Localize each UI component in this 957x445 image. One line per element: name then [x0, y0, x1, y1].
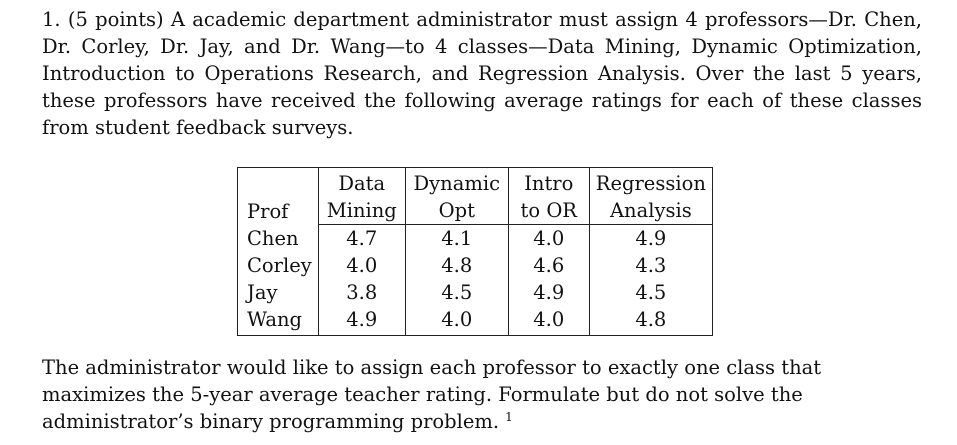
- problem-statement: [42, 6, 922, 141]
- table-header-row-top: [238, 168, 713, 198]
- cell-intro-or: 4.0: [508, 306, 589, 336]
- header-dynamic-opt-line2: Opt: [405, 197, 508, 225]
- cell-prof: Jay: [238, 279, 319, 306]
- cell-data-mining: 3.8: [318, 279, 405, 306]
- header-prof: Prof: [238, 168, 319, 225]
- ratings-table: [237, 167, 713, 336]
- cell-regression: 4.8: [589, 306, 712, 336]
- header-regression-line1: Regression: [589, 168, 712, 198]
- footnote-marker: 1: [505, 409, 513, 424]
- cell-data-mining: 4.9: [318, 306, 405, 336]
- cell-dynamic-opt: 4.0: [405, 306, 508, 336]
- header-dynamic-opt-line1: Dynamic: [405, 168, 508, 198]
- cell-prof: Wang: [238, 306, 319, 336]
- problem-closing-text: The administrator would like to assign each professor to exactly one class that maximizes the 5-year average teacher rating. Formulate but do not solve the administrator’s binary programming problem.: [42, 356, 822, 433]
- cell-dynamic-opt: 4.1: [405, 225, 508, 253]
- cell-intro-or: 4.0: [508, 225, 589, 253]
- cell-intro-or: 4.9: [508, 279, 589, 306]
- cell-intro-or: 4.6: [508, 252, 589, 279]
- table-row: [238, 225, 713, 253]
- header-intro-or-line2: to OR: [508, 197, 589, 225]
- table-row: [238, 252, 713, 279]
- cell-dynamic-opt: 4.8: [405, 252, 508, 279]
- header-regression-line2: Analysis: [589, 197, 712, 225]
- header-data-mining-line2: Mining: [318, 197, 405, 225]
- table-row: [238, 279, 713, 306]
- cell-prof: Corley: [238, 252, 319, 279]
- cell-data-mining: 4.7: [318, 225, 405, 253]
- problem-closing: [42, 354, 922, 435]
- cell-regression: 4.5: [589, 279, 712, 306]
- cell-data-mining: 4.0: [318, 252, 405, 279]
- header-intro-or-line1: Intro: [508, 168, 589, 198]
- cell-dynamic-opt: 4.5: [405, 279, 508, 306]
- ratings-table-container: [237, 167, 713, 336]
- cell-regression: 4.3: [589, 252, 712, 279]
- header-data-mining-line1: Data: [318, 168, 405, 198]
- problem-intro: 1. (5 points) A academic department administrator must assign 4 professors—Dr. Chen, Dr. Corley, Dr. Jay, and Dr. Wang—to 4 classes—Data Mining, Dynamic Optimization, Introduction to Operations Research, and Regression Analysis. Over the last 5 years, these professors have received the following average ratings for each of these classes from student feedback surveys.: [42, 8, 922, 139]
- cell-regression: 4.9: [589, 225, 712, 253]
- cell-prof: Chen: [238, 225, 319, 253]
- table-row: [238, 306, 713, 336]
